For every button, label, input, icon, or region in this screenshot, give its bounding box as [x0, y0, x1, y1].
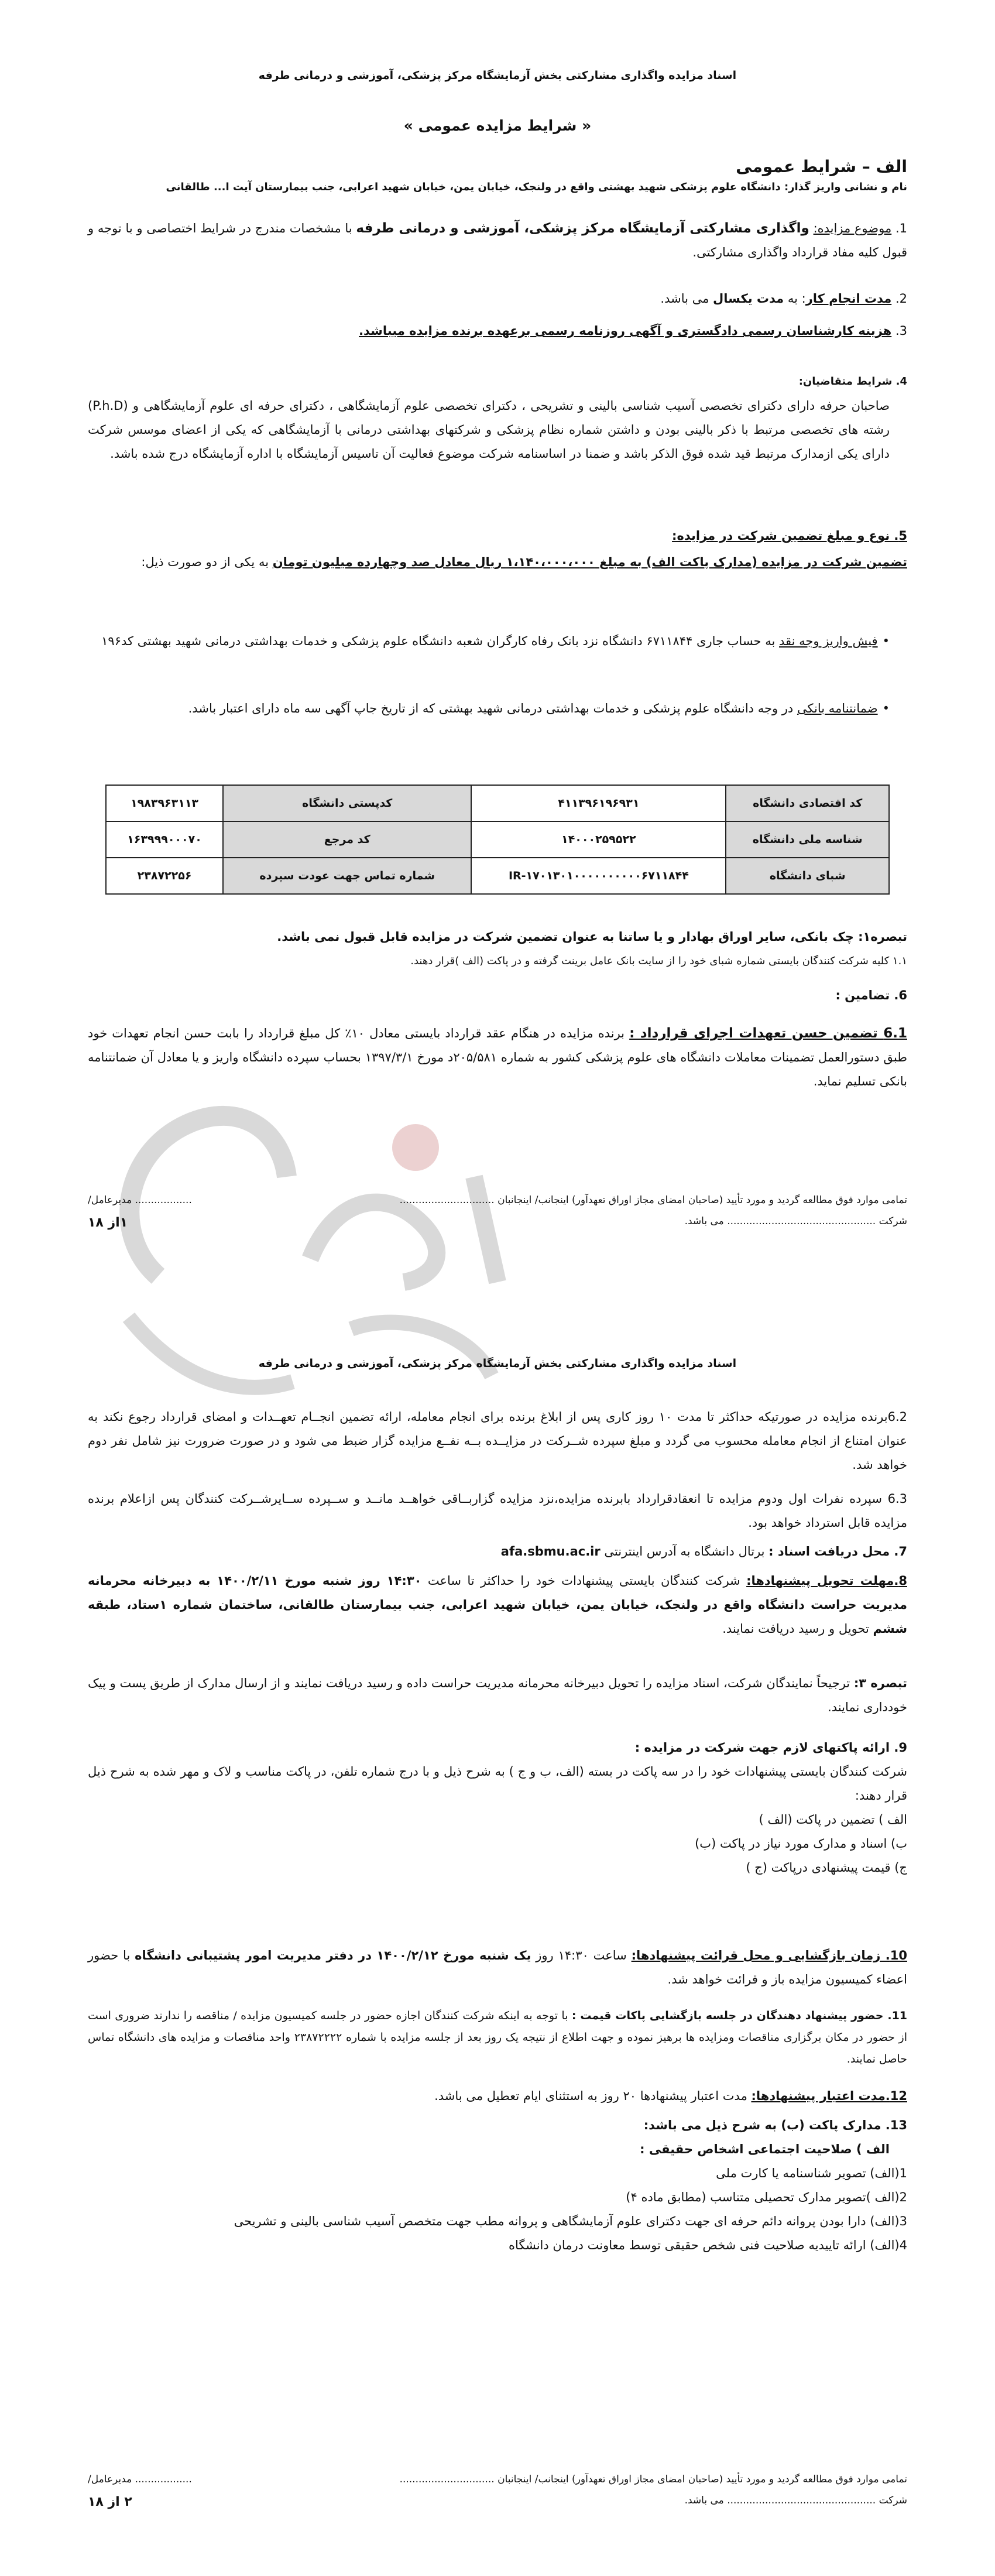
item-3: 3. هزینه کارشناسان رسمی دادگستری و آگهی روزنامه رسمی برعهده برنده مزایده میباشد. [359, 324, 907, 338]
page-number: ۲ از ۱۸ [88, 2495, 132, 2509]
note-1-1: ۱.۱ کلیه شرکت کنندگان بایستی شماره شبای خود را از سایت بانک عامل برینت گرفته و در پاکت (الف )قرار دهند. [410, 955, 907, 967]
real-person-heading: الف ) صلاحیت اجتماعی اشخاص حقیقی : [640, 2142, 890, 2156]
doc-item-4: 4(الف) ارائه تاییدیه صلاحیت فنی شخص حقیقی توسط معاونت درمان دانشگاه [508, 2238, 907, 2252]
document-title: « شرایط مزایده عمومی » [403, 117, 592, 134]
item-13-heading: 13. مدارک پاکت (ب) به شرح ذیل می باشد: [643, 2118, 907, 2132]
running-header: اسناد مزایده واگذاری مشارکتی بخش آزمایشگاه مرکز پزشکی، آموزشی و درمانی طرفه [258, 1357, 737, 1370]
table-row: شبای دانشگاه IR-۱۷۰۱۳۰۱۰۰۰۰۰۰۰۰۰۰۶۷۱۱۸۴۴ شماره تماس جهت عودت سپرده ۲۳۸۷۲۲۵۶ [106, 858, 889, 894]
footer-page-1: تمامی موارد فوق مطالعه گردید و مورد تأیید (صاحبان امضای مجاز اوراق تعهدآور) اینجانب/ اینجانبان .............................. .................. مدیرعامل/ شرکت ............................................... می باشد. ۱از ۱۸ [88, 1194, 907, 1230]
item-6-heading: 6. تضامین : [835, 988, 907, 1002]
item-4-heading: 4. شرایط متقاضیان: [798, 375, 907, 388]
item-10: 10. زمان بازگشایی و محل قرائت پیشنهادها: ساعت ۱۴:۳۰ روز یک شنبه مورخ ۱۴۰۰/۲/۱۲ در دفتر مدیریت امور پشتیبانی دانشگاه با حضور اعضاء کمیسیون مزایده باز و قرائت خواهد شد. [88, 1948, 908, 1986]
item-9-heading: 9. ارائه پاکتهای لازم جهت شرکت در مزایده : [634, 1741, 907, 1755]
item-6-2: 6.2برنده مزایده در صورتیکه حداکثر تا مدت ۱۰ روز کاری پس از ابلاغ برنده برای انجام معامله، ارائه تضمین انجــام تعهــدات و امضای قرارداد رجوع نکند به عنوان امتناع از انجام معامله محسوب می گردد و مبلغ سپرده شــرکت در مزایــده بــه نفــع مزایده گزار ضبط می شود و در صورت ضرورت نیز شامل نفر دوم خواهد شد. [88, 1410, 908, 1472]
item-4-text: صاحبان حرفه دارای دکترای تخصصی آسیب شناسی بالینی و تشریحی ، دکترای تخصصی علوم آزمایشگاهی ، دکترای حرفه ای علوم آزمایشگاهی و (P.h.D) رشته های تخصصی مرتبط با ذکر بالینی بودن و داشتن شماره نظام پزشکی و شرکتهای بهداشتی درمانی با آزمایشگاهی که یکی از اعضای موسس شرکت دارای یکی ازمدارک مرتبط قید شده فوق الذکر باشد و ضمنا در اساسنامه شرکت موضوع فعالیت آن تاسیس آزمایشگاه با اداره آزمایشگاه درج شده باشد. [88, 399, 890, 461]
guarantee-option-bank: • ضمانتنامه بانکی در وجه دانشگاه علوم پزشکی و خدمات بهداشتی درمانی شهید بهشتی که از تاریخ جاپ آگهی سه ماه دارای اعتبار باشد. [88, 697, 907, 721]
auctioneer-address: نام و نشانی واریز گذار: دانشگاه علوم پزشکی شهید بهشتی واقع در ولنجک، خیابان یمن، خیابان شهید اعرابی، جنب بیمارستان آیت ا... طالقانی [166, 181, 907, 193]
item-5-heading: 5. نوع و مبلغ تضمین شرکت در مزایده: [672, 529, 907, 543]
item-9-text: شرکت کنندگان بایستی پیشنهادات خود را در سه پاکت در بسته (الف، ب و ج ) به شرح ذیل و با درج شماره تلفن، در پاکت مناسب و لاک و مهر شده به شرح ذیل قرار دهند: [88, 1765, 907, 1803]
envelope-c: ج) قیمت پیشنهادی درپاکت (ج ) [746, 1861, 907, 1875]
item-8: 8.مهلت تحویل پیشنهادها: شرکت کنندگان بایستی پیشنهادات خود را حداکثر تا ساعت ۱۴:۳۰ روز شنبه مورخ ۱۴۰۰/۲/۱۱ به دبیرخانه محرمانه مدیریت حراست دانشگاه واقع در ولنجک، خیابان یمن، خیابان شهید اعرابی، جنب بیمارستان طالقانی، ساختمان شماره ۱ستاد، طبقه ششم تحویل و رسید دریافت نمایند. [88, 1574, 907, 1636]
envelope-b: ب) اسناد و مدارک مورد نیاز در پاکت (ب) [695, 1837, 907, 1851]
item-6-3: 6.3 سپرده نفرات اول ودوم مزایده تا انعقادقرارداد بابرنده مزایده،نزد مزایده گزاربــاقی خواهــد مانــد و ســپرده ســایرشــرکت کنندگان پس ازاعلام برنده مزایده قابل استرداد خواهد بود. [88, 1492, 907, 1530]
item-1: 1. موضوع مزایده: واگذاری مشارکتی آزمایشگاه مرکز پزشکی، آموزشی و درمانی طرفه با مشخصات مندرج در شرایط اختصاصی و با توجه و قبول کلیه مفاد قرارداد واگذاری مشارکتی. [88, 221, 907, 259]
page-2 [0, 1288, 995, 2576]
note-1: تبصره۱: چک بانکی، سایر اوراق بهادار و یا ساتنا به عنوان تضمین شرکت در مزایده قابل قبول نمی باشد. [277, 930, 907, 944]
bank-info-table [105, 785, 890, 895]
portal-link[interactable]: afa.sbmu.ac.ir [500, 1544, 601, 1558]
envelope-a: الف ) تضمین در پاکت (الف ) [759, 1813, 907, 1827]
item-1-subject: واگذاری مشارکتی آزمایشگاه مرکز پزشکی، آموزشی و درمانی طرفه [356, 221, 809, 236]
item-6-1: 6.1 تضمین حسن تعهدات اجرای قرارداد : برنده مزایده در هنگام عقد قرارداد بایستی معادل ۱۰٪ کل مبلغ قرارداد را بابت حسن انجام تعهدات خود طبق دستورالعمل تضمینات معاملات دانشگاه های علوم پزشکی کشور به شماره ۲۰۵/۵۸۱د مورخ ۱۳۹۷/۳/۱ بحساب سپرده دانشگاه واریز و یا معادل آن ضمانتنامه بانکی تسلیم نماید. [88, 1026, 908, 1088]
note-3: تبصره ۳: ترجیحاً نمایندگان شرکت، اسناد مزایده را تحویل دبیرخانه محرمانه مدیریت حراست داده و رسید دریافت نمایند و از ارسال مدارک از طریق پست و پیک خودداری نمایند. [88, 1676, 908, 1714]
page-1 [0, 0, 995, 1276]
doc-item-1: 1(الف) تصویر شناسنامه یا کارت ملی [716, 2166, 907, 2180]
guarantee-option-cash: • فیش واریز وجه نقد به حساب جاری ۶۷۱۱۸۴۴ دانشگاه نزد بانک رفاه کارگران شعبه دانشگاه علوم پزشکی و خدمات بهداشتی درمانی شهید بهشتی کد۱۹۶ [88, 629, 907, 653]
doc-item-3: 3(الف) دارا بودن پروانه دائم حرفه ای جهت دکترای علوم آزمایشگاهی و پروانه مطب جهت متخصص آسیب شناسی بالینی و تشریحی [234, 2214, 907, 2228]
general-heading: الف – شرایط عمومی [736, 157, 907, 176]
item-12: 12.مدت اعتبار پیشنهادها: مدت اعتبار پیشنهادها ۲۰ روز به استثنای ایام تعطیل می باشد. [434, 2089, 907, 2103]
table-row: کد اقتصادی دانشگاه ۴۱۱۳۹۶۱۹۶۹۳۱ کدپستی دانشگاه ۱۹۸۳۹۶۳۱۱۳ [106, 785, 889, 821]
table-row: شناسه ملی دانشگاه ۱۴۰۰۰۲۵۹۵۲۲ کد مرجع ۱۶۳۹۹۹۰۰۰۷۰ [106, 821, 889, 858]
item-2: 2. مدت انجام کار: به مدت یکسال می باشد. [660, 292, 907, 306]
item-7: 7. محل دریافت اسناد : برتال دانشگاه به آدرس اینترنتی afa.sbmu.ac.ir [88, 1540, 907, 1564]
running-header: اسناد مزایده واگذاری مشارکتی بخش آزمایشگاه مرکز پزشکی، آموزشی و درمانی طرفه [258, 69, 737, 82]
page-number: ۱از ۱۸ [88, 1215, 128, 1230]
doc-item-2: 2(الف )تصویر مدارک تحصیلی متناسب (مطابق ماده ۴) [626, 2190, 907, 2204]
footer-page-2: تمامی موارد فوق مطالعه گردید و مورد تأیید (صاحبان امضای مجاز اوراق تعهدآور) اینجانب/ اینجانبان .............................. .................. مدیرعامل/ شرکت ............................................... می باشد. ۲ از ۱۸ [88, 2474, 907, 2509]
item-1-label: موضوع مزایده: [813, 221, 892, 235]
item-5-text: تضمین شرکت در مزایده (مدارک پاکت الف) به مبلغ ۱،۱۴۰،۰۰۰،۰۰۰ ریال معادل صد وچهارده میلیون تومان به یکی از دو صورت ذیل: [141, 555, 907, 569]
item-11: 11. حضور پیشنهاد دهندگان در جلسه بازگشایی پاکات قیمت : با توجه به اینکه شرکت کنندگان اجازه حضور در جلسه کمیسیون مزایده / مناقصه را ندارند ضروری است از حضور در مکان برگزاری مناقصات ومزایده ها برهیز نموده و جهت اطلاع از نتیجه یک روز بعد از جلسه مزایده با شماره ۲۳۸۷۲۲۲۲ واحد مناقصات و مزایده های دانشگاه تماس حاصل نمایند. [88, 2009, 908, 2065]
